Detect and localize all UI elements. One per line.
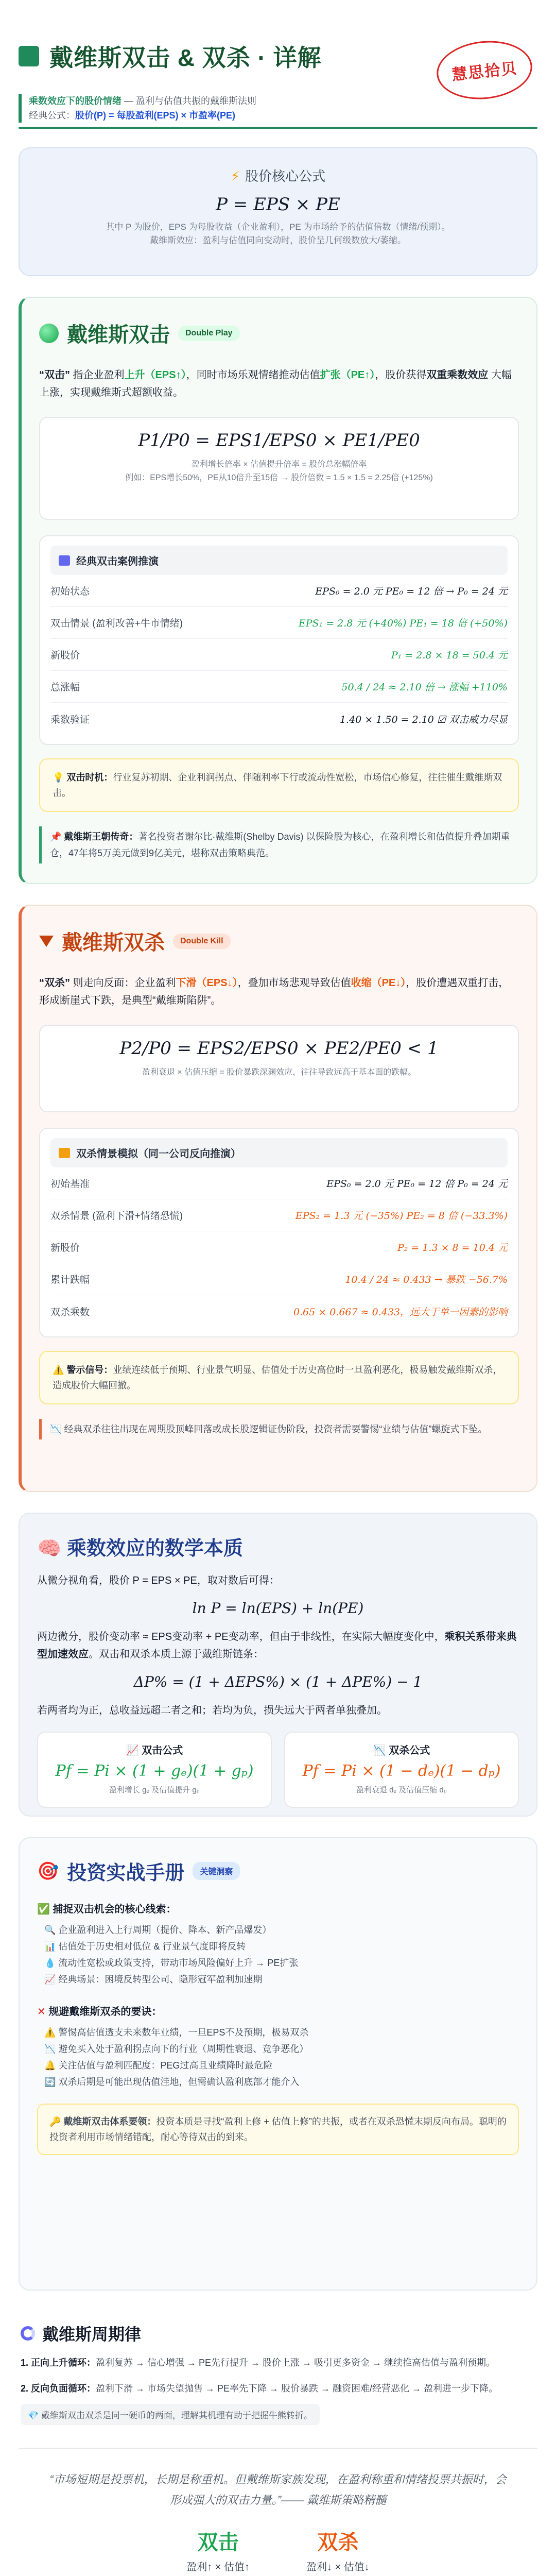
tip-text: 投资本质是寻找“盈利上修 + 估值上修”的共振，或者在双杀恐慌末期反向布局。聪明的投资者利用市场情绪错配，耐心等待双击的到来。: [49, 2116, 507, 2142]
page-title: 戴维斯双击 & 双杀 · 详解: [49, 44, 322, 71]
opportunity-list: [37, 1922, 519, 1988]
case-table: [39, 535, 519, 745]
card-sub: 盈利增长 gₑ 及估值提升 gₚ: [109, 1786, 200, 1794]
desc-d: ，同时市场乐观情绪推动估值: [186, 369, 320, 381]
row-label: 累计跌幅: [50, 1275, 90, 1285]
item-bold: 1. 正向上升循环：: [21, 2358, 96, 2368]
table-row: [50, 1295, 508, 1327]
double-kill-section: [19, 905, 537, 1492]
section-title: [21, 2321, 535, 2345]
down-triangle-icon: [39, 936, 54, 947]
table-row: [50, 703, 508, 735]
list-item: 📉 避免买入处于盈利拐点向下的行业（周期性衰退、竞争恶化）: [44, 2044, 309, 2054]
cycle-section: [19, 2321, 537, 2425]
list-item: 🔔 关注估值与盈利匹配度：PEG过高且业绩降时最危险: [44, 2060, 273, 2071]
math-p1: 从微分视角看，股价 P = EPS × PE，取对数后可得：: [37, 1575, 280, 1586]
lightning-icon: ⚡: [230, 168, 240, 184]
summary-big: 双杀: [317, 2531, 359, 2554]
summary-small: 盈利↑ × 估值↑: [186, 2562, 250, 2573]
table-title: [50, 546, 508, 575]
section-title-text: 乘数效应的数学本质: [66, 1538, 243, 1560]
table-row: [50, 1263, 508, 1295]
cycle-icon: [21, 2326, 35, 2341]
section-header: [39, 318, 519, 348]
card-title-text: 双杀公式: [389, 1745, 430, 1756]
subtitle-rest: — 盈利与估值共振的戴维斯法则: [121, 96, 257, 106]
target-icon: 🎯: [37, 1861, 59, 1881]
core-title: [20, 166, 536, 185]
subtitle-block: [19, 94, 537, 123]
practice-section: [19, 1837, 537, 2291]
section-header: [37, 1857, 519, 1885]
desc-g: 双重乘数效应: [426, 369, 489, 381]
legend-note: [39, 826, 519, 863]
formula-sub-2: 例如：EPS增长50%，PE从10倍升至15倍 → 股价倍数 = 1.5 × 1.5 = 2.25倍 (+125%): [125, 473, 433, 482]
table-title: [50, 1138, 508, 1167]
card-formula: Pf = Pi × (1 − dₑ)(1 − dₚ): [302, 1762, 501, 1780]
double-play-section: [19, 297, 537, 884]
subtitle-line-2: [29, 108, 537, 123]
cross-icon: ✕: [37, 2006, 49, 2018]
desc-b: 则走向反面：企业盈利: [70, 977, 176, 989]
key-icon: 🔑: [49, 2116, 64, 2127]
brain-icon: 🧠: [37, 1538, 67, 1560]
row-label: 双击情景 (盈利改善+牛市情绪): [50, 618, 183, 629]
row-value: EPS₀ = 2.0 元 PE₀ = 12 倍 P₀ = 24 元: [326, 1178, 508, 1190]
chart-up-icon: 📈: [126, 1745, 142, 1756]
row-value: 50.4 / 24 ≈ 2.10 倍 → 涨幅 +110%: [341, 682, 508, 693]
section-header: [39, 926, 519, 956]
p2a: 两边微分，股价变动率 ≈ EPS变动率 + PE变动率，但由于非线性，在实际大幅度变化中，: [37, 1631, 445, 1642]
desc-e: 收缩（PE↓）: [351, 977, 406, 989]
desc-c: 下滑（EPS↓）: [176, 977, 238, 989]
card-formula: Pf = Pi × (1 + gₑ)(1 + gₚ): [55, 1762, 254, 1780]
formula-box: [39, 417, 519, 520]
section-title-text: 戴维斯周期律: [42, 2325, 142, 2344]
row-label: 双杀乘数: [50, 1307, 90, 1318]
table-row: [50, 575, 508, 607]
note-text: 经典双杀往往出现在周期股顶峰回落或成长股逻辑证伪阶段，投资者需要警惕“业绩与估值”螺旋式下坠。: [64, 1424, 488, 1434]
callout-bold: 双击时机：: [66, 772, 113, 783]
core-note-1: 其中 P 为股价，EPS 为每股收益（企业盈利），PE 为市场给予的估值倍数（情绪/预期）。: [106, 222, 450, 232]
desc-b: 指企业盈利: [70, 369, 125, 381]
double-kill-formula-card: [284, 1732, 519, 1808]
section-title: 戴维斯双杀: [62, 931, 165, 954]
formula-sub-1: 盈利衰退 × 估值压缩 = 股价暴跌深渊效应，往往导致远高于基本面的跌幅。: [142, 1068, 416, 1077]
table-row: [50, 671, 508, 703]
note-text: 著名投资者谢尔比·戴维斯(Shelby Davis) 以保险股为核心，在盈利增长和估值提升叠加期重仓，47年将5万美元做到9亿美元，堪称双击策略典范。: [50, 832, 510, 858]
table-row: [50, 607, 508, 639]
block-title: [37, 2003, 519, 2018]
row-value: EPS₂ = 1.3 元 (−35%) PE₂ = 8 倍 (−33.3%): [295, 1210, 508, 1222]
math-p2: [37, 1628, 519, 1663]
avoid-list: [37, 2024, 519, 2090]
cycle-item-positive: [21, 2354, 535, 2371]
desc-e: 扩张（PE↑）: [320, 369, 375, 381]
chart-down-icon: 📉: [373, 1745, 389, 1756]
math-eq1: ln P = ln(EPS) + ln(PE): [192, 1600, 364, 1617]
card-title: [38, 1742, 271, 1757]
summary-double-kill: [306, 2526, 370, 2573]
table-title-text: 经典双击案例推演: [76, 556, 159, 567]
row-label: 初始状态: [50, 586, 90, 597]
header: [19, 0, 537, 133]
list-item: 📈 经典场景：困境反转型公司、隐形冠军盈利加速期: [44, 1974, 263, 1985]
case-table: [39, 1128, 519, 1337]
desc-c: 上升（EPS↑）: [124, 369, 186, 381]
warning-callout: [39, 1351, 519, 1404]
callout-bold: 警示信号：: [66, 1365, 113, 1375]
section-description: [39, 974, 519, 1009]
card-title-text: 双击公式: [142, 1745, 183, 1756]
formula-bold: 股价(P) = 每股盈利(EPS) × 市盈率(PE): [75, 110, 236, 121]
table-row: [50, 1199, 508, 1231]
pin-icon: 📌: [50, 832, 64, 842]
summary-big: 双击: [197, 2531, 239, 2554]
cycle-extra-note: 💎 戴维斯双击双杀是同一硬币的两面，理解其机理有助于把握牛熊转折。: [21, 2404, 320, 2425]
timing-callout: [39, 758, 519, 812]
legend-note: [39, 1419, 519, 1439]
item-text: 盈利下滑 → 市场失望抛售 → PE率先下降 → 股价暴跌 → 融资困难/经营恶化 → 盈利进一步下降。: [96, 2383, 498, 2394]
chart-down-icon: [59, 1148, 70, 1158]
row-value: EPS₁ = 2.8 元 (+40%) PE₁ = 18 倍 (+50%): [298, 618, 508, 629]
item-bold: 2. 反向负面循环：: [21, 2383, 96, 2394]
formula-sub-1: 盈利增长倍率 × 估值提升倍率 = 股价总涨幅倍率: [191, 460, 367, 469]
row-label: 新股价: [50, 650, 80, 661]
desc-f: ，股价获得: [375, 369, 427, 381]
section-title: 戴维斯双击: [67, 324, 170, 346]
desc-a: “双击”: [39, 369, 70, 381]
core-note-2: 戴维斯效应：盈利与估值同向变动时，股价呈几何级数放大/萎缩。: [150, 235, 406, 245]
callout-text: 行业复苏初期、企业利润拐点、伴随利率下行或流动性宽松，市场信心修复，往往催生戴维斯双击。: [53, 772, 502, 798]
row-value: P₂ = 1.3 × 8 = 10.4 元: [397, 1242, 508, 1253]
item-text: 盈利复苏 → 信心增强 → PE先行提升 → 股价上涨 → 吸引更多资金 → 继续推高估值与盈利预期。: [96, 2358, 496, 2368]
math-section: [19, 1513, 537, 1817]
section-badge: Double Play: [178, 326, 240, 341]
chart-down-icon: 📉: [50, 1424, 64, 1434]
math-eq2: ΔP% = (1 + ΔEPS%) × (1 + ΔPE%) − 1: [133, 1673, 423, 1690]
block-title-text: 捕捉双击机会的核心线索：: [53, 1904, 177, 1915]
section-description: [39, 366, 519, 401]
summary-pair: [19, 2526, 537, 2573]
core-formula-card: [19, 147, 537, 276]
desc-d: ，叠加市场悲观导致估值: [237, 977, 351, 989]
stamp-text: 慧思拾贝: [450, 59, 518, 84]
section-badge: 关键洞察: [193, 1862, 240, 1880]
formula-cards: [37, 1732, 519, 1808]
desc-h: 大幅上涨，实现戴维斯式超额收益。: [39, 369, 512, 398]
check-icon: ✅: [37, 1904, 53, 1915]
core-formula: P = EPS × PE: [216, 194, 340, 215]
row-label: 总涨幅: [50, 682, 80, 693]
row-label: 初始基准: [50, 1179, 90, 1190]
cycle-item-negative: [21, 2380, 535, 2397]
row-label: 新股价: [50, 1243, 80, 1253]
closing-quote: “市场短期是投票机，长期是称重机。但戴维斯家族发现，在盈利称重和情绪投票共振时，会形成强大的双击力量。”—— 戴维斯策略精髓: [49, 2473, 507, 2506]
header-divider: [19, 127, 537, 129]
list-item: 🔍 企业盈利进入上行周期（提价、降本、新产品爆发）: [44, 1925, 272, 1935]
formula-prefix: 经典公式：: [29, 110, 75, 121]
list-item: 💧 流动性宽松或政策支持，带动市场风险偏好上升 → PE扩张: [44, 1958, 299, 1968]
table-row: [50, 1167, 508, 1199]
row-value: P₁ = 2.8 × 18 = 50.4 元: [391, 650, 508, 661]
subtitle-bold: 乘数效应下的股价情绪: [29, 96, 121, 106]
section-title: [37, 1532, 519, 1561]
summary-double-play: [186, 2526, 250, 2573]
table-row: [50, 639, 508, 671]
callout-text: 业绩连续低于预期、行业景气明显、估值处于历史高位时一旦盈利恶化，极易触发戴维斯双杀，造成股价大幅回撤。: [53, 1365, 502, 1391]
p2c: 。双击和双杀本质上源于戴维斯链条：: [89, 1649, 264, 1660]
p2b: 乘积关系带来典型加速效应: [37, 1631, 517, 1660]
block-title: [37, 1901, 519, 1916]
math-p3: 若两者均为正，总收益远超二者之和；若均为负，损失远大于两者单独叠加。: [37, 1705, 387, 1716]
bulb-icon: 💡: [53, 772, 67, 783]
opportunity-block: [37, 1901, 519, 1988]
list-item: 📊 估值处于历史相对低位 & 行业景气度即将反转: [44, 1941, 246, 1952]
row-value: 1.40 × 1.50 = 2.10 ☑ 双击威力尽显: [339, 714, 508, 725]
divider: [19, 2448, 537, 2449]
block-title-text: 规避戴维斯双杀的要诀：: [48, 2006, 162, 2018]
row-label: 乘数验证: [50, 714, 90, 725]
core-title-text: 股价核心公式: [245, 168, 326, 184]
list-item: ⚠️ 警惕高估值透支未来数年业绩，一旦EPS不及预期，极易双杀: [44, 2027, 309, 2038]
row-value: 10.4 / 24 ≈ 0.433 → 暴跌 −56.7%: [345, 1274, 508, 1285]
title-square-icon: [19, 46, 39, 66]
section-title: 投资实战手册: [67, 1862, 185, 1884]
table-row: [50, 1231, 508, 1263]
list-item: 🔄 双杀后期是可能出现估值洼地，但需确认盈利底部才能介入: [44, 2077, 300, 2087]
desc-a: “双杀”: [39, 977, 70, 989]
warning-icon: ⚠️: [53, 1365, 67, 1375]
avoid-block: [37, 2003, 519, 2090]
green-circle-icon: [39, 324, 59, 343]
table-title-text: 双杀情景模拟（同一公司反向推演）: [76, 1148, 241, 1160]
note-bold: 戴维斯王朝传奇：: [64, 832, 138, 842]
section-badge: Double Kill: [173, 934, 231, 949]
formula: P2/P0 = EPS2/EPS0 × PE2/PE0 < 1: [119, 1038, 439, 1059]
double-play-formula-card: [37, 1732, 272, 1808]
formula: P1/P0 = EPS1/EPS0 × PE1/PE0: [138, 430, 420, 451]
card-sub: 盈利衰退 dₑ 及估值压缩 dₚ: [356, 1786, 447, 1794]
key-tip: [37, 2104, 519, 2155]
chart-icon: [59, 555, 70, 566]
row-value: EPS₀ = 2.0 元 PE₀ = 12 倍 → P₀ = 24 元: [315, 586, 508, 597]
tip-bold: 戴维斯双击体系要领：: [63, 2116, 157, 2127]
card-title: [285, 1742, 518, 1757]
row-value: 0.65 × 0.667 ≈ 0.433，远大于单一因素的影响: [293, 1306, 508, 1318]
row-label: 双杀情景 (盈利下滑+情绪恐慌): [50, 1211, 183, 1222]
summary-small: 盈利↓ × 估值↓: [306, 2562, 370, 2573]
formula-box: [39, 1025, 519, 1112]
desc-f: ，股价遭遇双重打击，形成断崖式下跌，是典型“戴维斯陷阱”。: [39, 977, 509, 1006]
